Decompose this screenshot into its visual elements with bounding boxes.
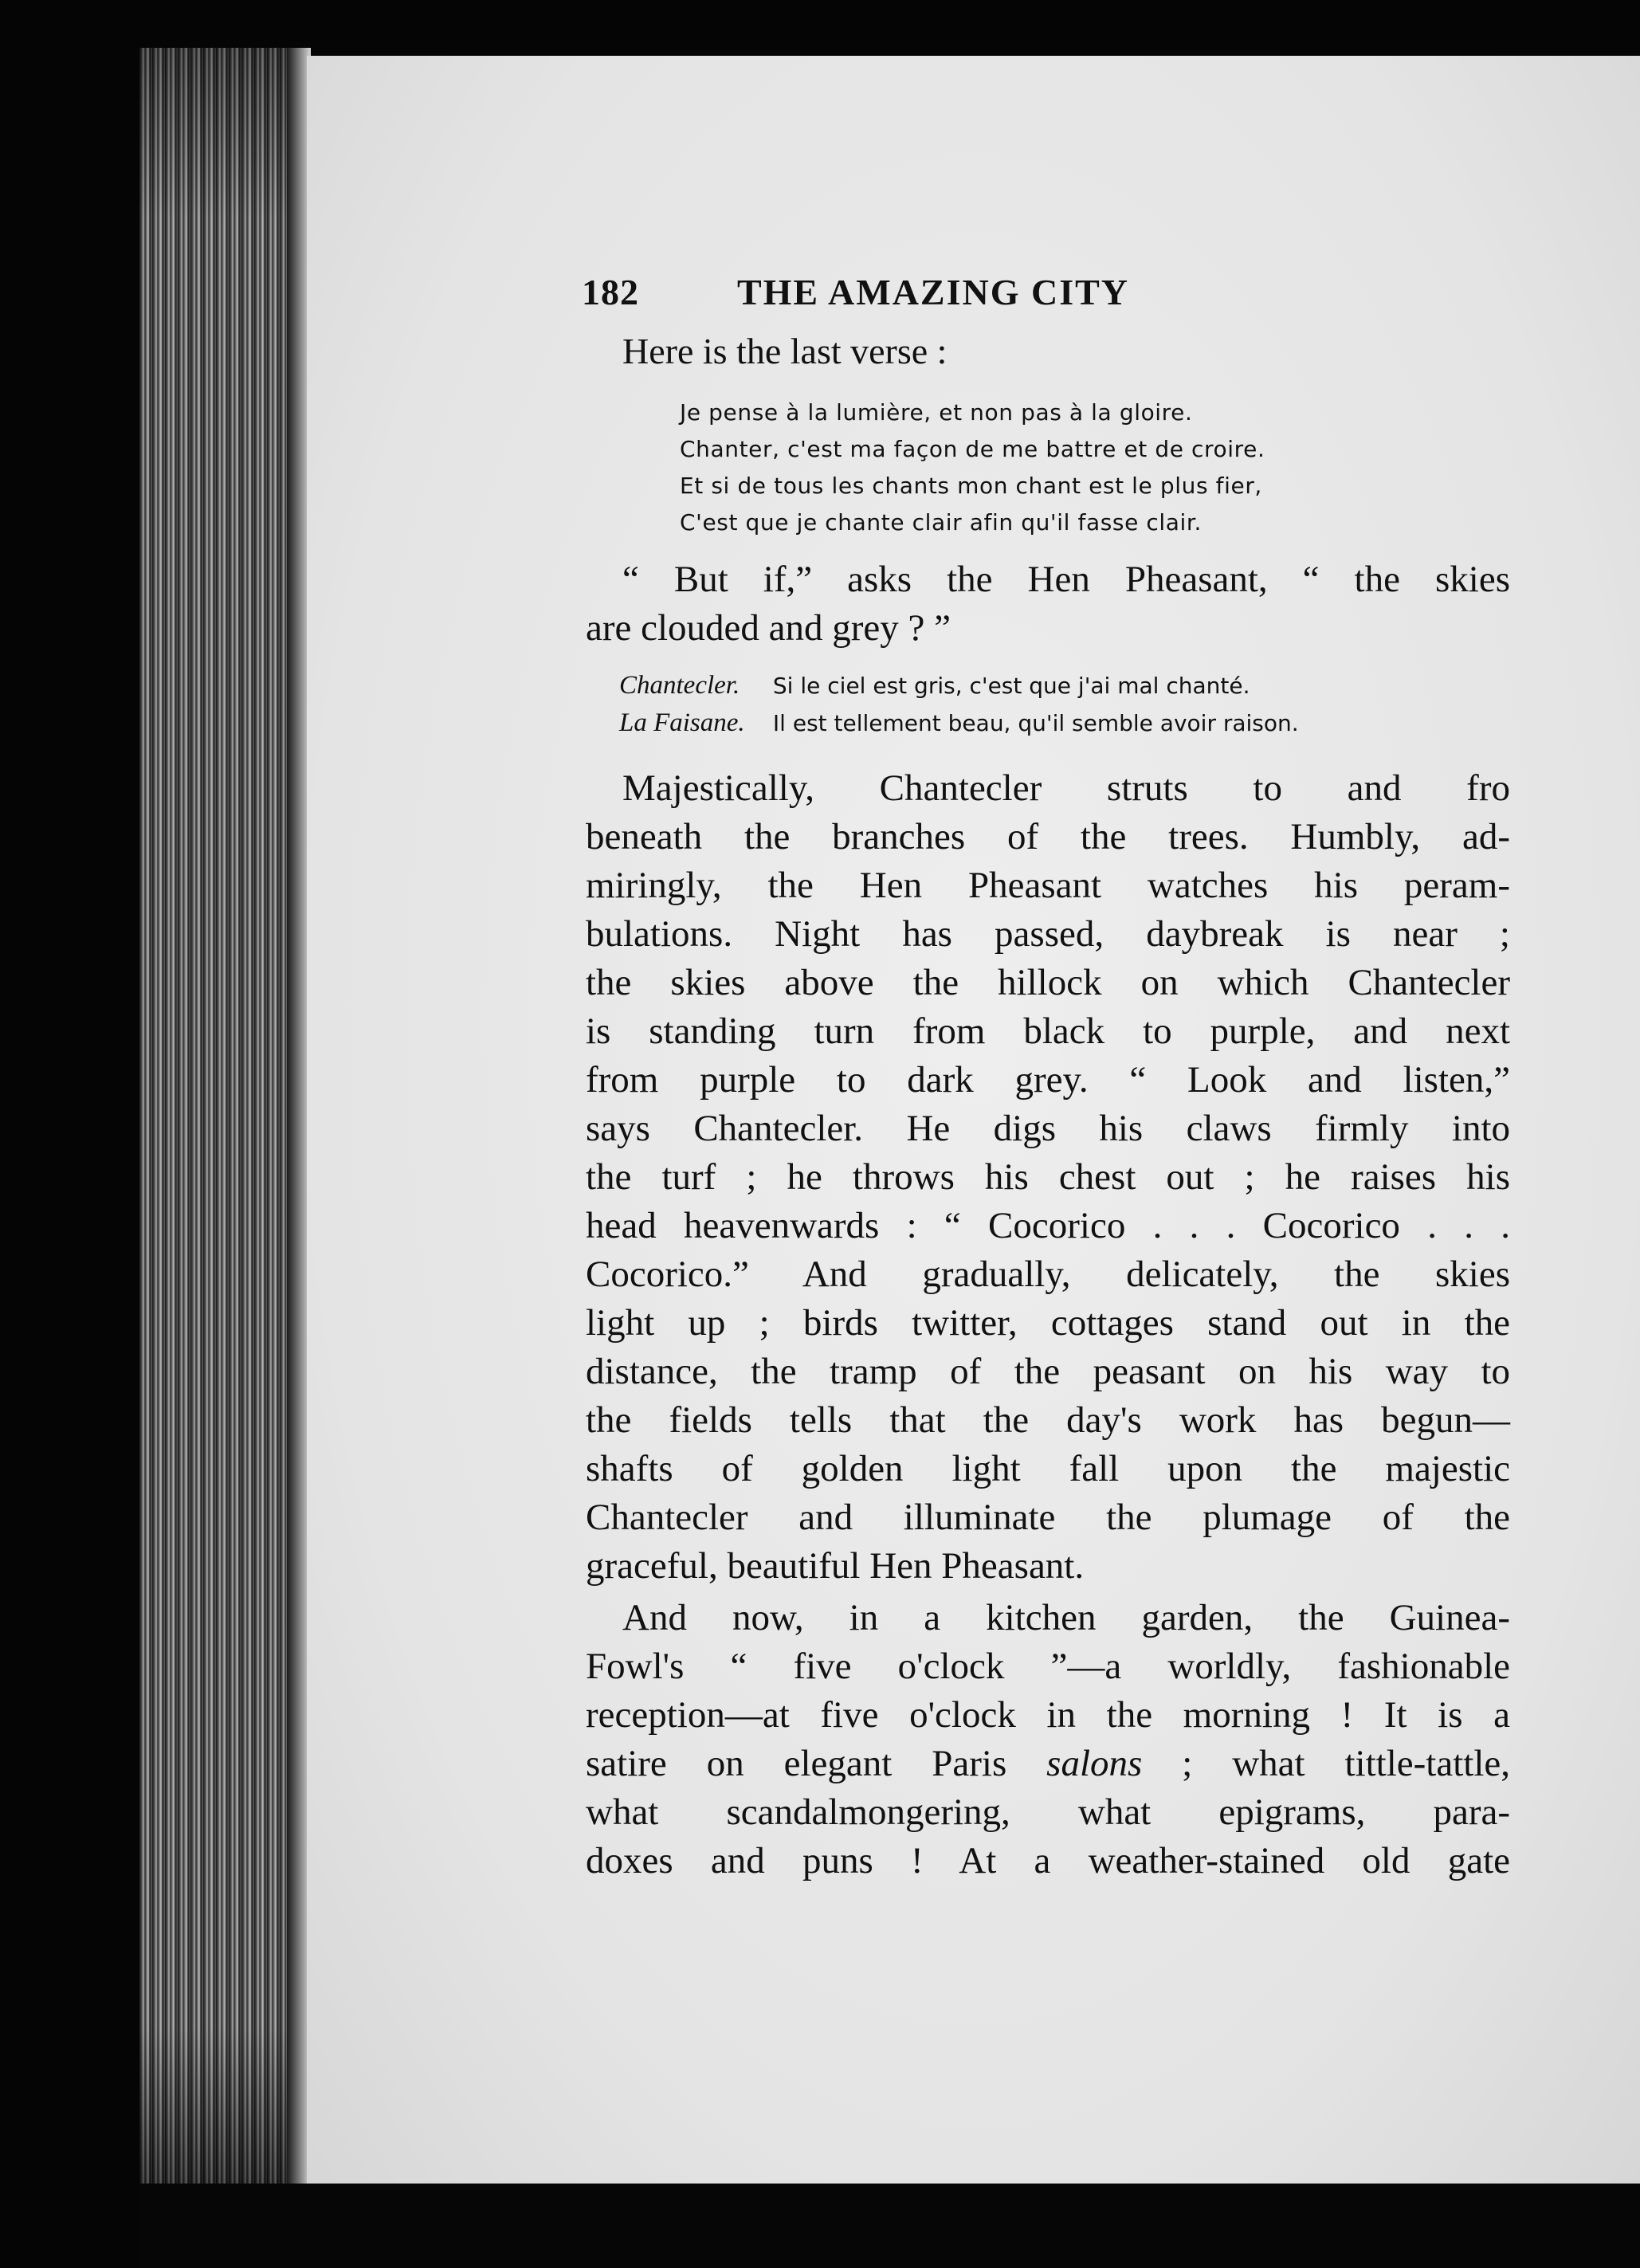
verse-line: Et si de tous les chants mon chant est le plus fier, xyxy=(680,473,1262,499)
verse-line: Je pense à la lumière, et non pas à la gloire. xyxy=(680,399,1193,426)
text-line: graceful, beautiful Hen Pheasant. xyxy=(586,1545,1085,1587)
dialogue-row xyxy=(619,667,1510,704)
text-line: And now, in a kitchen garden, the Guinea- xyxy=(622,1597,1510,1638)
text-line: the turf ; he throws his chest out ; he raises his xyxy=(586,1156,1510,1198)
running-head xyxy=(582,271,1259,313)
speaker-name: La Faisane. xyxy=(619,708,745,737)
text-line: Fowl's “ five o'clock ”—a worldly, fashionable xyxy=(586,1646,1510,1687)
italic-word: salons xyxy=(1046,1743,1143,1784)
text-line: Cocorico.” And gradually, delicately, the skies xyxy=(586,1254,1510,1295)
text-line: “ But if,” asks the Hen Pheasant, “ the skies xyxy=(622,559,1510,600)
text-line: says Chantecler. He digs his claws firmly into xyxy=(586,1108,1510,1149)
text-line: bulations. Night has passed, daybreak is near ; xyxy=(586,913,1510,955)
text-line: from purple to dark grey. “ Look and listen,” xyxy=(586,1059,1510,1101)
text-line: the skies above the hillock on which Chantecler xyxy=(586,962,1510,1003)
dialogue-line: Il est tellement beau, qu'il semble avoir raison. xyxy=(772,710,1299,736)
text-line: are clouded and grey ? ” xyxy=(586,607,951,649)
text-line-with-italic: satire on elegant Paris salons ; what tittle-tattle, xyxy=(586,1743,1510,1784)
text-line: Majestically, Chantecler struts to and fro xyxy=(622,767,1510,809)
intro-line: Here is the last verse : xyxy=(622,331,948,371)
text-line: doxes and puns ! At a weather-stained old gate xyxy=(586,1840,1510,1881)
speaker-name: Chantecler. xyxy=(619,671,740,700)
text-line: head heavenwards : “ Cocorico . . . Cocorico . . . xyxy=(586,1205,1510,1246)
text-line: miringly, the Hen Pheasant watches his peram- xyxy=(586,865,1510,906)
verse-line: C'est que je chante clair afin qu'il fasse clair. xyxy=(680,509,1202,536)
page-text xyxy=(582,271,1510,1885)
text-line: the fields tells that the day's work has begun— xyxy=(586,1399,1510,1441)
dialogue-block xyxy=(619,667,1510,742)
paragraph-1 xyxy=(586,555,1510,653)
text-line: light up ; birds twitter, cottages stand out in the xyxy=(586,1302,1510,1344)
text-line: shafts of golden light fall upon the majestic xyxy=(586,1448,1510,1489)
text-line: distance, the tramp of the peasant on his way to xyxy=(586,1351,1510,1392)
page-edges xyxy=(139,48,299,2199)
text-line: reception—at five o'clock in the morning ! It is a xyxy=(586,1694,1510,1736)
text-line: is standing turn from black to purple, and next xyxy=(586,1010,1510,1052)
verse-block xyxy=(680,394,1510,541)
verse-line: Chanter, c'est ma façon de me battre et de croire. xyxy=(680,436,1265,462)
running-title: THE AMAZING CITY xyxy=(736,272,1130,312)
text-line: beneath the branches of the trees. Humbly, ad- xyxy=(586,816,1510,857)
paragraph-3 xyxy=(586,1594,1510,1885)
text-line: Chantecler and illuminate the plumage of the xyxy=(586,1497,1510,1538)
dialogue-row xyxy=(619,704,1510,742)
bottom-shadow xyxy=(139,2184,1640,2268)
paragraph-2 xyxy=(586,764,1510,1591)
dialogue-line: Si le ciel est gris, c'est que j'ai mal chanté. xyxy=(772,673,1250,699)
text-line: what scandalmongering, what epigrams, para- xyxy=(586,1791,1510,1833)
page-number: 182 xyxy=(582,272,639,312)
